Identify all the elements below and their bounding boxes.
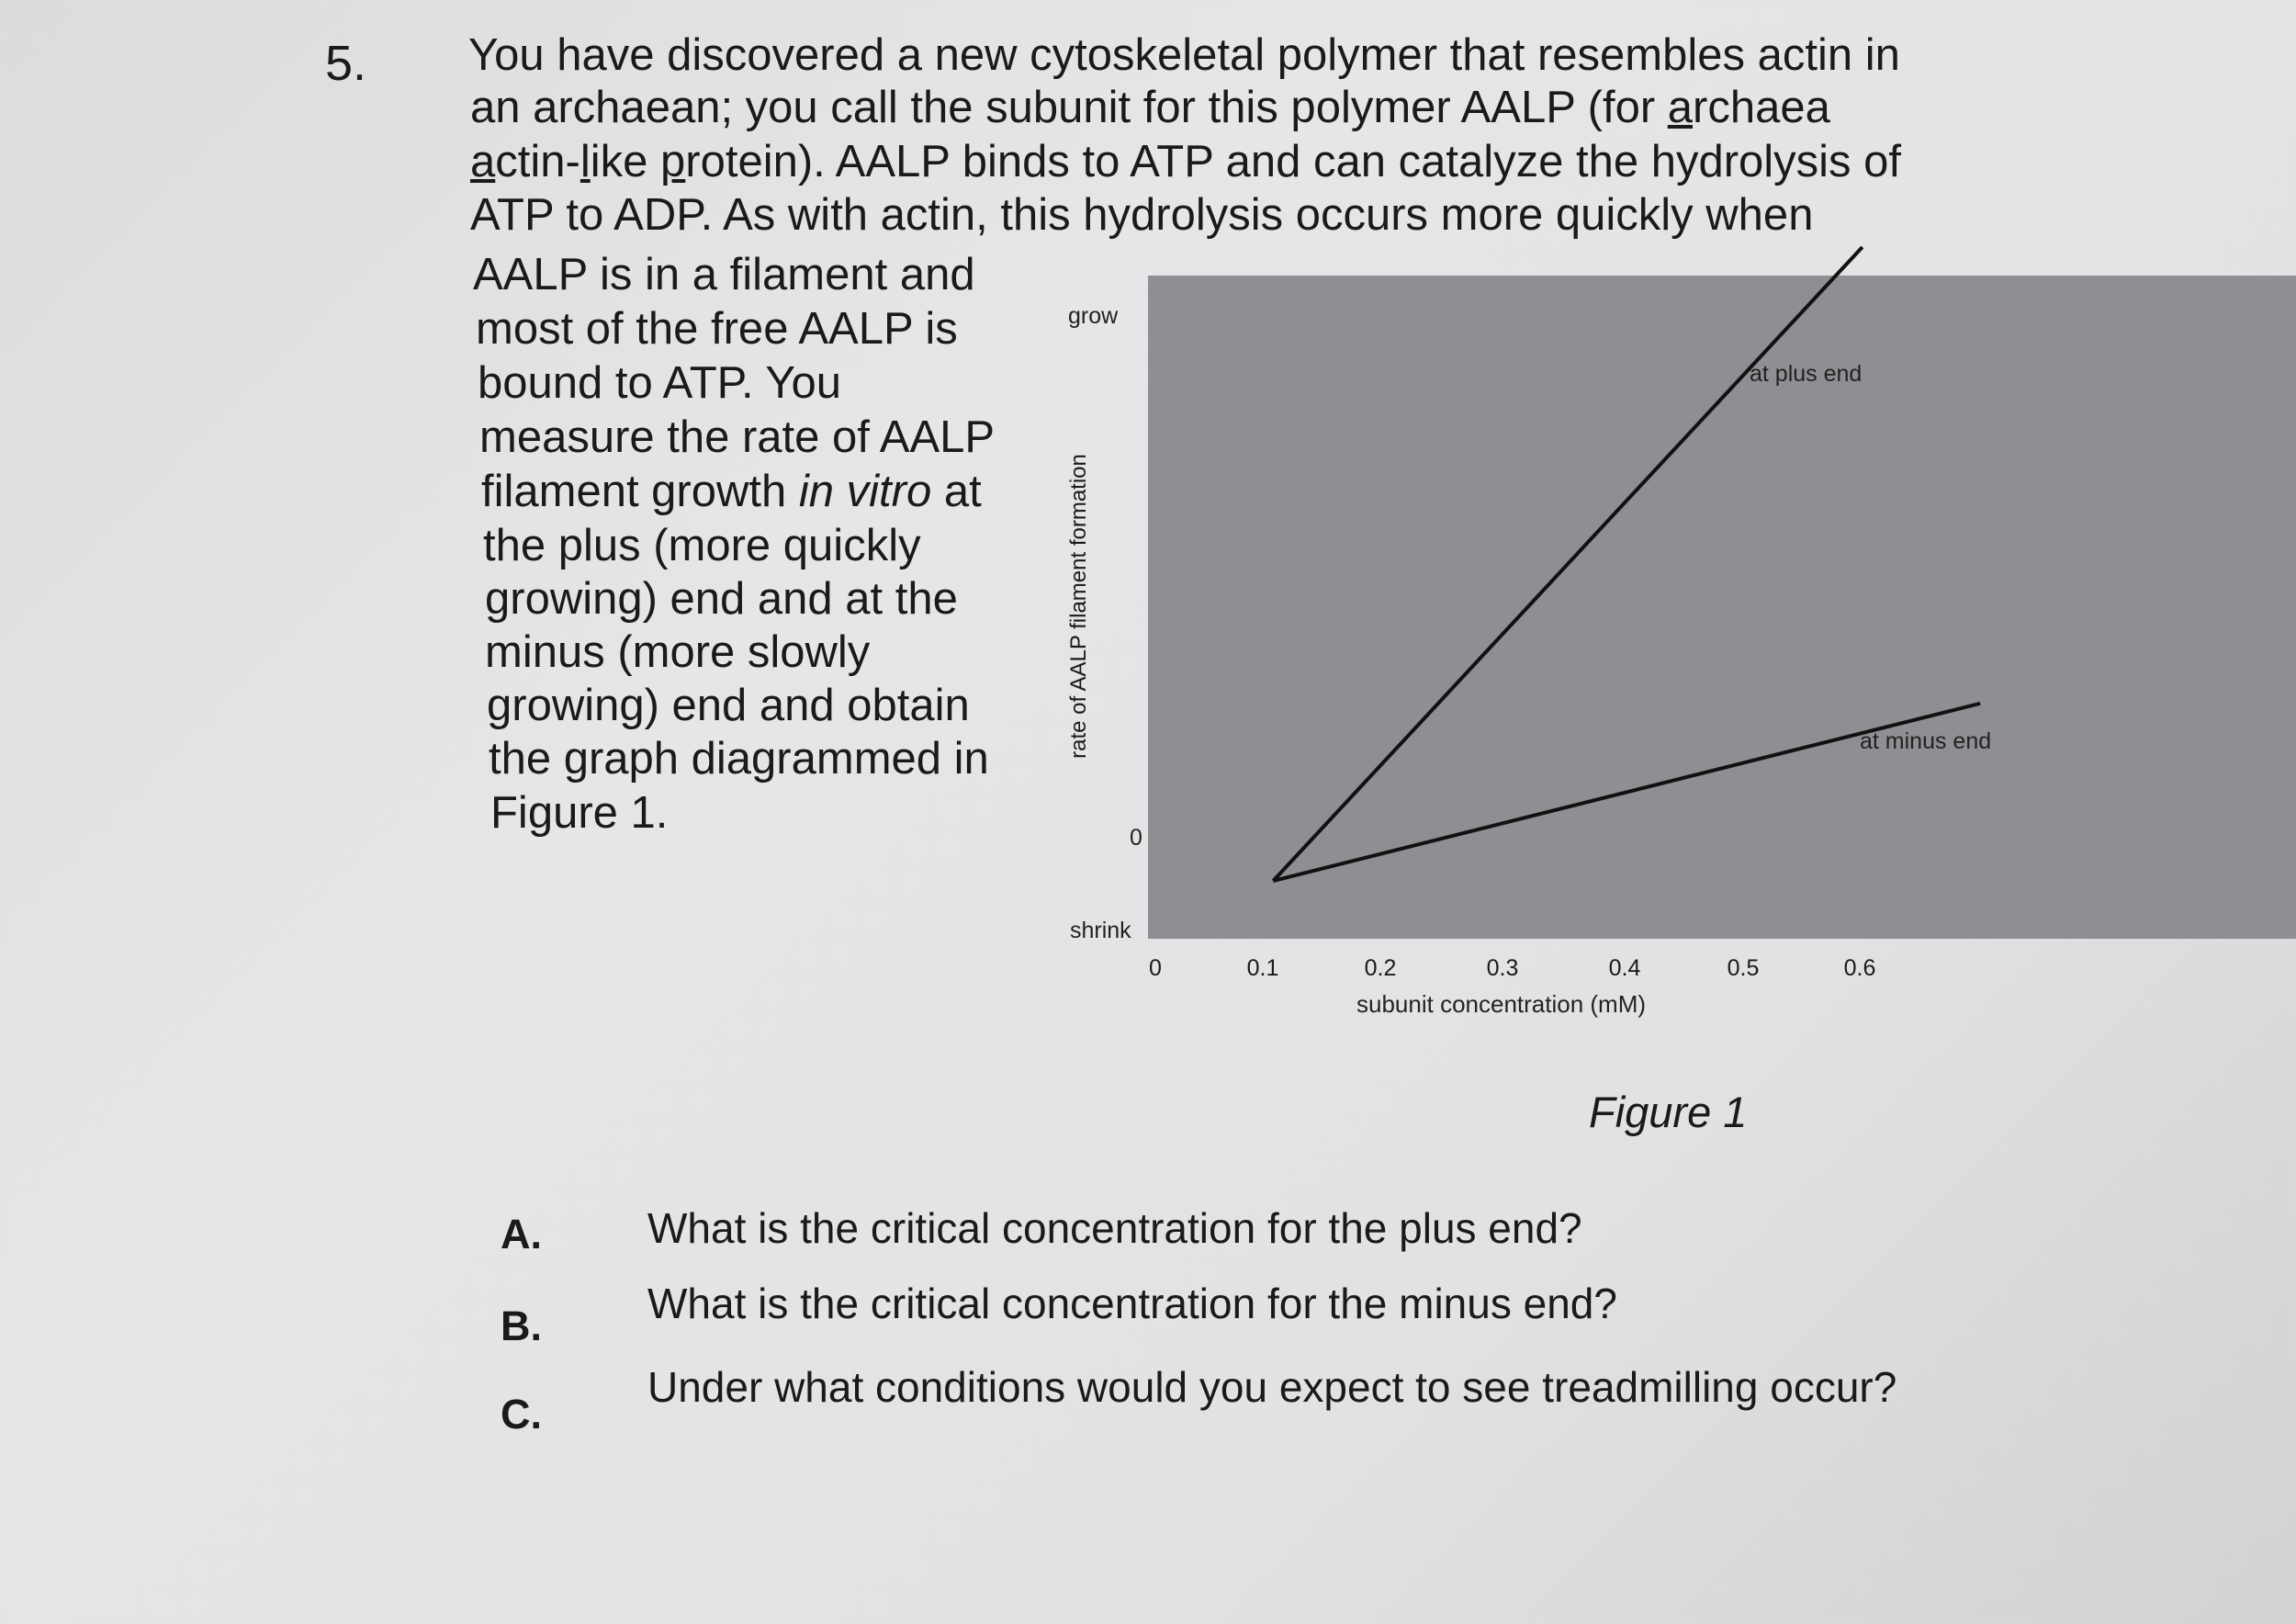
side-line-10: the graph diagrammed in xyxy=(489,734,989,784)
side-line-5a: filament growth xyxy=(481,467,787,516)
intro-line-4: ATP to ADP. As with actin, this hydrolysis occurs more quickly when xyxy=(470,190,1814,240)
x-axis-label: subunit concentration (mM) xyxy=(1356,990,1647,1018)
part-c-text: Under what conditions would you expect to see treadmilling occur? xyxy=(647,1363,1897,1411)
part-b-text: What is the critical concentration for the minus end? xyxy=(647,1280,1617,1327)
side-line-8: minus (more slowly xyxy=(485,627,871,677)
minus-end-label: at minus end xyxy=(1860,728,1992,754)
plus-end-label: at plus end xyxy=(1750,361,1863,387)
side-line-2: most of the free AALP is xyxy=(476,304,958,354)
intro-line-3-text: actin-like protein). AALP binds to ATP and can catalyze the hydrolysis of xyxy=(470,137,1902,186)
intro-line-2-text: an archaean; you call the subunit for this polymer AALP (for archaea xyxy=(470,83,1830,132)
side-line-4: measure the rate of AALP xyxy=(479,412,996,462)
side-line-6: the plus (more quickly xyxy=(483,521,921,570)
y-zero-label: 0 xyxy=(1130,825,1142,851)
y-bottom-label: shrink xyxy=(1070,918,1131,943)
x-tick-label: 0.4 xyxy=(1608,955,1641,981)
x-tick-label: 0.1 xyxy=(1246,955,1279,981)
minus-end-line xyxy=(1273,704,1980,881)
question-number: 5. xyxy=(325,36,367,91)
side-line-5b: in vitro xyxy=(798,467,932,516)
x-tick-label: 0.5 xyxy=(1727,955,1760,981)
side-line-7: growing) end and at the xyxy=(485,574,958,624)
part-b-label: B. xyxy=(501,1303,542,1349)
y-axis-label: rate of AALP filament formation xyxy=(1066,454,1091,759)
part-a-label: A. xyxy=(501,1211,542,1257)
figure-caption: Figure 1 xyxy=(1589,1088,1748,1136)
side-line-9: growing) end and obtain xyxy=(487,681,970,730)
x-tick-label: 0.6 xyxy=(1843,955,1876,981)
x-tick-label: 0.2 xyxy=(1364,955,1397,981)
x-tick-label: 0.3 xyxy=(1486,955,1519,981)
side-line-5c: at xyxy=(943,467,982,516)
part-a-text: What is the critical concentration for the plus end? xyxy=(647,1204,1582,1252)
plus-end-line xyxy=(1273,247,1863,881)
part-c-label: C. xyxy=(501,1391,542,1438)
side-line-11: Figure 1. xyxy=(490,788,669,838)
side-line-1: AALP is in a filament and xyxy=(473,250,975,299)
side-line-3: bound to ATP. You xyxy=(478,358,842,408)
y-top-label: grow xyxy=(1068,303,1119,329)
x-tick-label: 0 xyxy=(1149,955,1162,981)
intro-line-1: You have discovered a new cytoskeletal polymer that resembles actin in xyxy=(468,30,1900,80)
